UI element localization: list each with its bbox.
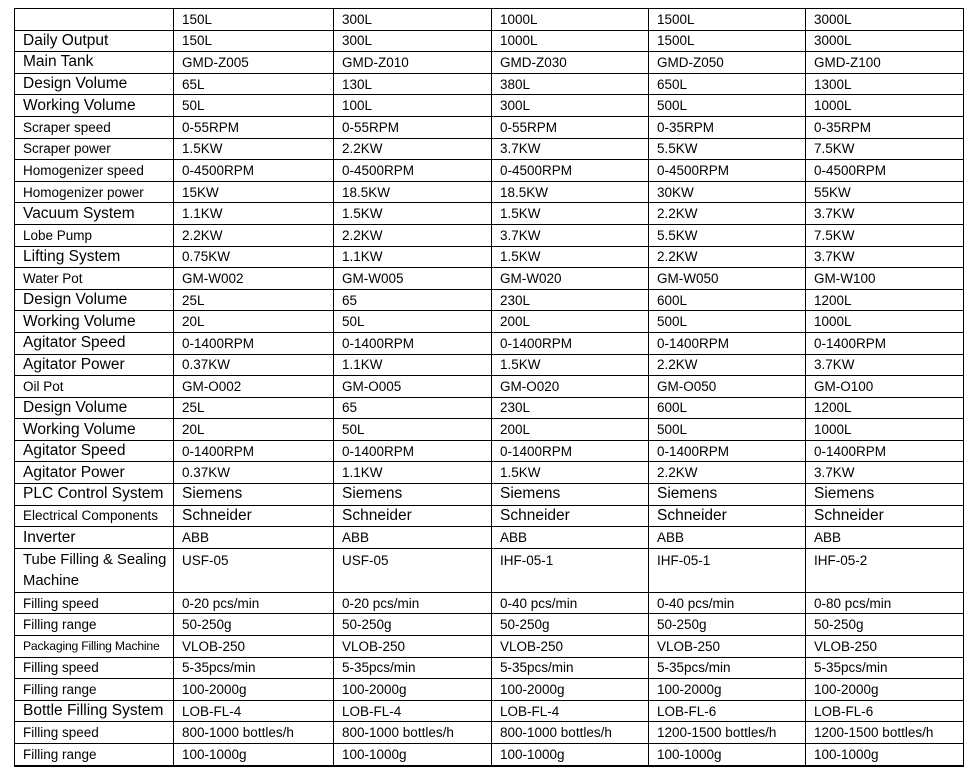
spec-cell: GM-O050 bbox=[649, 376, 806, 398]
spec-cell: 0-4500RPM bbox=[334, 160, 492, 182]
spec-cell: 0-1400RPM bbox=[806, 440, 964, 462]
spec-cell: 230L bbox=[492, 397, 649, 419]
spec-cell: 600L bbox=[649, 397, 806, 419]
spec-cell: 5.5KW bbox=[649, 224, 806, 246]
row-label: Filling speed bbox=[15, 657, 174, 679]
spec-cell: GM-O005 bbox=[334, 376, 492, 398]
row-label: Design Volume bbox=[15, 289, 174, 311]
spec-cell: Siemens bbox=[174, 484, 334, 506]
spec-cell: 1.1KW bbox=[334, 462, 492, 484]
row-label: Working Volume bbox=[15, 311, 174, 333]
spec-cell: 650L bbox=[649, 73, 806, 95]
table-row bbox=[15, 95, 964, 117]
spec-cell: LOB-FL-4 bbox=[334, 700, 492, 722]
spec-cell: 1.1KW bbox=[334, 246, 492, 268]
spec-cell: 2.2KW bbox=[649, 246, 806, 268]
spec-cell: 3000L bbox=[806, 9, 964, 31]
spec-cell: 0-1400RPM bbox=[174, 440, 334, 462]
row-label: Homogenizer power bbox=[15, 181, 174, 203]
spec-cell: 1200L bbox=[806, 289, 964, 311]
spec-cell: 3.7KW bbox=[806, 203, 964, 225]
spec-cell: GMD-Z010 bbox=[334, 52, 492, 74]
spec-cell: 7.5KW bbox=[806, 224, 964, 246]
spec-cell: 1200-1500 bottles/h bbox=[649, 722, 806, 744]
table-row bbox=[15, 73, 964, 95]
table-row bbox=[15, 505, 964, 527]
table-row bbox=[15, 30, 964, 52]
table-row bbox=[15, 548, 964, 592]
row-label: Water Pot bbox=[15, 268, 174, 290]
spec-cell: 1.5KW bbox=[492, 354, 649, 376]
spec-cell: 50-250g bbox=[492, 614, 649, 636]
spec-cell: GM-W002 bbox=[174, 268, 334, 290]
spec-cell: 1000L bbox=[492, 9, 649, 31]
spec-cell: ABB bbox=[649, 527, 806, 549]
row-label bbox=[15, 9, 174, 31]
spec-cell: 3.7KW bbox=[806, 354, 964, 376]
spec-cell: 100-1000g bbox=[334, 744, 492, 766]
spec-cell: 3000L bbox=[806, 30, 964, 52]
row-label: Tube Filling & Sealing Machine bbox=[15, 548, 174, 592]
row-label: Agitator Speed bbox=[15, 332, 174, 354]
row-label: Working Volume bbox=[15, 419, 174, 441]
table-row bbox=[15, 636, 964, 658]
table-row bbox=[15, 181, 964, 203]
spec-cell: GM-O002 bbox=[174, 376, 334, 398]
spec-cell: 100-2000g bbox=[174, 679, 334, 701]
spec-cell: GM-W100 bbox=[806, 268, 964, 290]
table-row bbox=[15, 203, 964, 225]
spec-cell: 0-1400RPM bbox=[806, 332, 964, 354]
spec-cell: 0-35RPM bbox=[806, 116, 964, 138]
table-row bbox=[15, 354, 964, 376]
spec-cell: 1.5KW bbox=[492, 203, 649, 225]
table-row bbox=[15, 289, 964, 311]
table-row bbox=[15, 224, 964, 246]
spec-cell: 1000L bbox=[492, 30, 649, 52]
spec-cell: ABB bbox=[806, 527, 964, 549]
spec-cell: Schneider bbox=[174, 505, 334, 527]
spec-cell: 0-4500RPM bbox=[649, 160, 806, 182]
spec-cell: 5-35pcs/min bbox=[334, 657, 492, 679]
spec-cell: 0-55RPM bbox=[492, 116, 649, 138]
table-row bbox=[15, 679, 964, 701]
spec-cell: 100-1000g bbox=[174, 744, 334, 766]
spec-cell: 600L bbox=[649, 289, 806, 311]
spec-cell: Schneider bbox=[492, 505, 649, 527]
specs-table bbox=[14, 8, 964, 767]
row-label: Main Tank bbox=[15, 52, 174, 74]
spec-cell: 30KW bbox=[649, 181, 806, 203]
spec-cell: 0-20 pcs/min bbox=[334, 592, 492, 614]
spec-cell: 18.5KW bbox=[334, 181, 492, 203]
table-row bbox=[15, 700, 964, 722]
spec-cell: 1200-1500 bottles/h bbox=[806, 722, 964, 744]
spec-cell: 3.7KW bbox=[492, 138, 649, 160]
spec-cell: 0-1400RPM bbox=[649, 440, 806, 462]
spec-cell: USF-05 bbox=[334, 548, 492, 592]
table-row bbox=[15, 440, 964, 462]
table-row bbox=[15, 116, 964, 138]
table-row bbox=[15, 614, 964, 636]
table-row bbox=[15, 246, 964, 268]
spec-cell: 0-4500RPM bbox=[174, 160, 334, 182]
table-row bbox=[15, 332, 964, 354]
spec-cell: 200L bbox=[492, 311, 649, 333]
spec-cell: 5-35pcs/min bbox=[174, 657, 334, 679]
table-row bbox=[15, 376, 964, 398]
spec-cell: 1500L bbox=[649, 30, 806, 52]
spec-cell: 2.2KW bbox=[649, 203, 806, 225]
table-row bbox=[15, 657, 964, 679]
row-label: Scraper power bbox=[15, 138, 174, 160]
spec-cell: 0.37KW bbox=[174, 354, 334, 376]
spec-cell: 50-250g bbox=[649, 614, 806, 636]
spec-cell: 0-1400RPM bbox=[649, 332, 806, 354]
spec-cell: GM-W005 bbox=[334, 268, 492, 290]
spec-cell: LOB-FL-6 bbox=[806, 700, 964, 722]
spec-cell: 50L bbox=[334, 419, 492, 441]
spec-cell: 1500L bbox=[649, 9, 806, 31]
spec-cell: 1000L bbox=[806, 419, 964, 441]
spec-cell: 0.37KW bbox=[174, 462, 334, 484]
spec-cell: 0-1400RPM bbox=[492, 440, 649, 462]
spec-cell: 150L bbox=[174, 30, 334, 52]
row-label: Scraper speed bbox=[15, 116, 174, 138]
row-label: Oil Pot bbox=[15, 376, 174, 398]
spec-cell: 1300L bbox=[806, 73, 964, 95]
row-label: Agitator Speed bbox=[15, 440, 174, 462]
spec-cell: VLOB-250 bbox=[334, 636, 492, 658]
spec-cell: IHF-05-2 bbox=[806, 548, 964, 592]
spec-cell: LOB-FL-6 bbox=[649, 700, 806, 722]
spec-cell: 50-250g bbox=[174, 614, 334, 636]
spec-cell: 1.1KW bbox=[334, 354, 492, 376]
spec-cell: 5-35pcs/min bbox=[806, 657, 964, 679]
table-row bbox=[15, 397, 964, 419]
spec-cell: 0-40 pcs/min bbox=[492, 592, 649, 614]
spec-sheet bbox=[14, 8, 964, 767]
spec-cell: ABB bbox=[334, 527, 492, 549]
spec-cell: Siemens bbox=[649, 484, 806, 506]
spec-cell: 2.2KW bbox=[334, 224, 492, 246]
row-label: Filling range bbox=[15, 614, 174, 636]
spec-cell: 100-1000g bbox=[649, 744, 806, 766]
spec-cell: Siemens bbox=[806, 484, 964, 506]
spec-cell: 18.5KW bbox=[492, 181, 649, 203]
spec-cell: LOB-FL-4 bbox=[174, 700, 334, 722]
spec-cell: Schneider bbox=[649, 505, 806, 527]
spec-cell: 5-35pcs/min bbox=[649, 657, 806, 679]
spec-cell: VLOB-250 bbox=[806, 636, 964, 658]
spec-cell: 0-20 pcs/min bbox=[174, 592, 334, 614]
row-label: Vacuum System bbox=[15, 203, 174, 225]
spec-cell: 300L bbox=[492, 95, 649, 117]
spec-cell: 100-2000g bbox=[806, 679, 964, 701]
row-label: Design Volume bbox=[15, 73, 174, 95]
row-label: Agitator Power bbox=[15, 462, 174, 484]
spec-cell: 500L bbox=[649, 95, 806, 117]
spec-cell: 380L bbox=[492, 73, 649, 95]
spec-cell: 55KW bbox=[806, 181, 964, 203]
row-label: Working Volume bbox=[15, 95, 174, 117]
spec-cell: Schneider bbox=[334, 505, 492, 527]
spec-cell: 1.5KW bbox=[492, 246, 649, 268]
row-label: PLC Control System bbox=[15, 484, 174, 506]
spec-cell: 300L bbox=[334, 9, 492, 31]
spec-cell: 3.7KW bbox=[806, 462, 964, 484]
spec-cell: 1000L bbox=[806, 95, 964, 117]
spec-cell: 230L bbox=[492, 289, 649, 311]
spec-cell: 65 bbox=[334, 289, 492, 311]
spec-cell: 0-1400RPM bbox=[492, 332, 649, 354]
table-row bbox=[15, 268, 964, 290]
spec-cell: 0-4500RPM bbox=[492, 160, 649, 182]
spec-cell: 0-4500RPM bbox=[806, 160, 964, 182]
spec-cell: GMD-Z030 bbox=[492, 52, 649, 74]
spec-cell: 1.5KW bbox=[174, 138, 334, 160]
spec-cell: 3.7KW bbox=[806, 246, 964, 268]
spec-cell: 100-1000g bbox=[806, 744, 964, 766]
spec-cell: Schneider bbox=[806, 505, 964, 527]
spec-cell: 800-1000 bottles/h bbox=[334, 722, 492, 744]
spec-cell: GM-W050 bbox=[649, 268, 806, 290]
spec-cell: 5-35pcs/min bbox=[492, 657, 649, 679]
spec-cell: 15KW bbox=[174, 181, 334, 203]
row-label: Lobe Pump bbox=[15, 224, 174, 246]
spec-cell: 25L bbox=[174, 397, 334, 419]
spec-cell: 50L bbox=[174, 95, 334, 117]
spec-cell: 5.5KW bbox=[649, 138, 806, 160]
spec-cell: 2.2KW bbox=[334, 138, 492, 160]
spec-cell: 65L bbox=[174, 73, 334, 95]
row-label: Inverter bbox=[15, 527, 174, 549]
spec-cell: 50L bbox=[334, 311, 492, 333]
spec-cell: GM-W020 bbox=[492, 268, 649, 290]
spec-cell: 2.2KW bbox=[649, 462, 806, 484]
spec-cell: 7.5KW bbox=[806, 138, 964, 160]
spec-cell: ABB bbox=[174, 527, 334, 549]
spec-cell: 50-250g bbox=[334, 614, 492, 636]
spec-cell: 100L bbox=[334, 95, 492, 117]
table-row bbox=[15, 744, 964, 766]
spec-cell: 0-80 pcs/min bbox=[806, 592, 964, 614]
spec-cell: 2.2KW bbox=[649, 354, 806, 376]
row-label: Design Volume bbox=[15, 397, 174, 419]
spec-cell: 25L bbox=[174, 289, 334, 311]
specs-table-body bbox=[15, 9, 964, 766]
spec-cell: 0-55RPM bbox=[174, 116, 334, 138]
spec-cell: 2.2KW bbox=[174, 224, 334, 246]
spec-cell: 1.5KW bbox=[492, 462, 649, 484]
spec-cell: 100-2000g bbox=[334, 679, 492, 701]
spec-cell: GM-O100 bbox=[806, 376, 964, 398]
spec-cell: Siemens bbox=[492, 484, 649, 506]
spec-cell: 1.1KW bbox=[174, 203, 334, 225]
spec-cell: 500L bbox=[649, 311, 806, 333]
table-row bbox=[15, 311, 964, 333]
spec-cell: 0-35RPM bbox=[649, 116, 806, 138]
table-row bbox=[15, 592, 964, 614]
spec-cell: 1200L bbox=[806, 397, 964, 419]
spec-cell: VLOB-250 bbox=[649, 636, 806, 658]
spec-cell: 100-2000g bbox=[649, 679, 806, 701]
spec-cell: Siemens bbox=[334, 484, 492, 506]
table-row bbox=[15, 52, 964, 74]
table-row bbox=[15, 160, 964, 182]
spec-cell: 0-1400RPM bbox=[334, 332, 492, 354]
spec-cell: GMD-Z100 bbox=[806, 52, 964, 74]
spec-cell: ABB bbox=[492, 527, 649, 549]
spec-cell: 0-40 pcs/min bbox=[649, 592, 806, 614]
table-row bbox=[15, 462, 964, 484]
row-label: Filling range bbox=[15, 744, 174, 766]
spec-cell: 200L bbox=[492, 419, 649, 441]
spec-cell: 130L bbox=[334, 73, 492, 95]
spec-cell: 100-2000g bbox=[492, 679, 649, 701]
row-label: Electrical Components bbox=[15, 505, 174, 527]
table-row bbox=[15, 9, 964, 31]
spec-cell: 300L bbox=[334, 30, 492, 52]
spec-cell: 100-1000g bbox=[492, 744, 649, 766]
row-label: Filling speed bbox=[15, 722, 174, 744]
table-row bbox=[15, 722, 964, 744]
spec-cell: 50-250g bbox=[806, 614, 964, 636]
row-label: Lifting System bbox=[15, 246, 174, 268]
spec-cell: GMD-Z050 bbox=[649, 52, 806, 74]
spec-cell: 3.7KW bbox=[492, 224, 649, 246]
row-label: Daily Output bbox=[15, 30, 174, 52]
spec-cell: 20L bbox=[174, 311, 334, 333]
spec-cell: 0-55RPM bbox=[334, 116, 492, 138]
spec-cell: 800-1000 bottles/h bbox=[174, 722, 334, 744]
spec-cell: 1000L bbox=[806, 311, 964, 333]
row-label: Bottle Filling System bbox=[15, 700, 174, 722]
table-row bbox=[15, 484, 964, 506]
spec-cell: 1.5KW bbox=[334, 203, 492, 225]
table-row bbox=[15, 138, 964, 160]
spec-cell: 65 bbox=[334, 397, 492, 419]
row-label: Filling range bbox=[15, 679, 174, 701]
row-label: Packaging Filling Machine bbox=[15, 636, 174, 658]
spec-cell: GMD-Z005 bbox=[174, 52, 334, 74]
table-row bbox=[15, 419, 964, 441]
row-label: Homogenizer speed bbox=[15, 160, 174, 182]
spec-cell: 150L bbox=[174, 9, 334, 31]
spec-cell: 800-1000 bottles/h bbox=[492, 722, 649, 744]
row-label: Agitator Power bbox=[15, 354, 174, 376]
spec-cell: 0-1400RPM bbox=[334, 440, 492, 462]
spec-cell: GM-O020 bbox=[492, 376, 649, 398]
table-row bbox=[15, 527, 964, 549]
spec-cell: 20L bbox=[174, 419, 334, 441]
spec-cell: 500L bbox=[649, 419, 806, 441]
spec-cell: 0-1400RPM bbox=[174, 332, 334, 354]
spec-cell: IHF-05-1 bbox=[492, 548, 649, 592]
row-label: Filling speed bbox=[15, 592, 174, 614]
spec-cell: USF-05 bbox=[174, 548, 334, 592]
spec-cell: 0.75KW bbox=[174, 246, 334, 268]
spec-cell: VLOB-250 bbox=[492, 636, 649, 658]
spec-cell: LOB-FL-4 bbox=[492, 700, 649, 722]
spec-cell: VLOB-250 bbox=[174, 636, 334, 658]
spec-cell: IHF-05-1 bbox=[649, 548, 806, 592]
